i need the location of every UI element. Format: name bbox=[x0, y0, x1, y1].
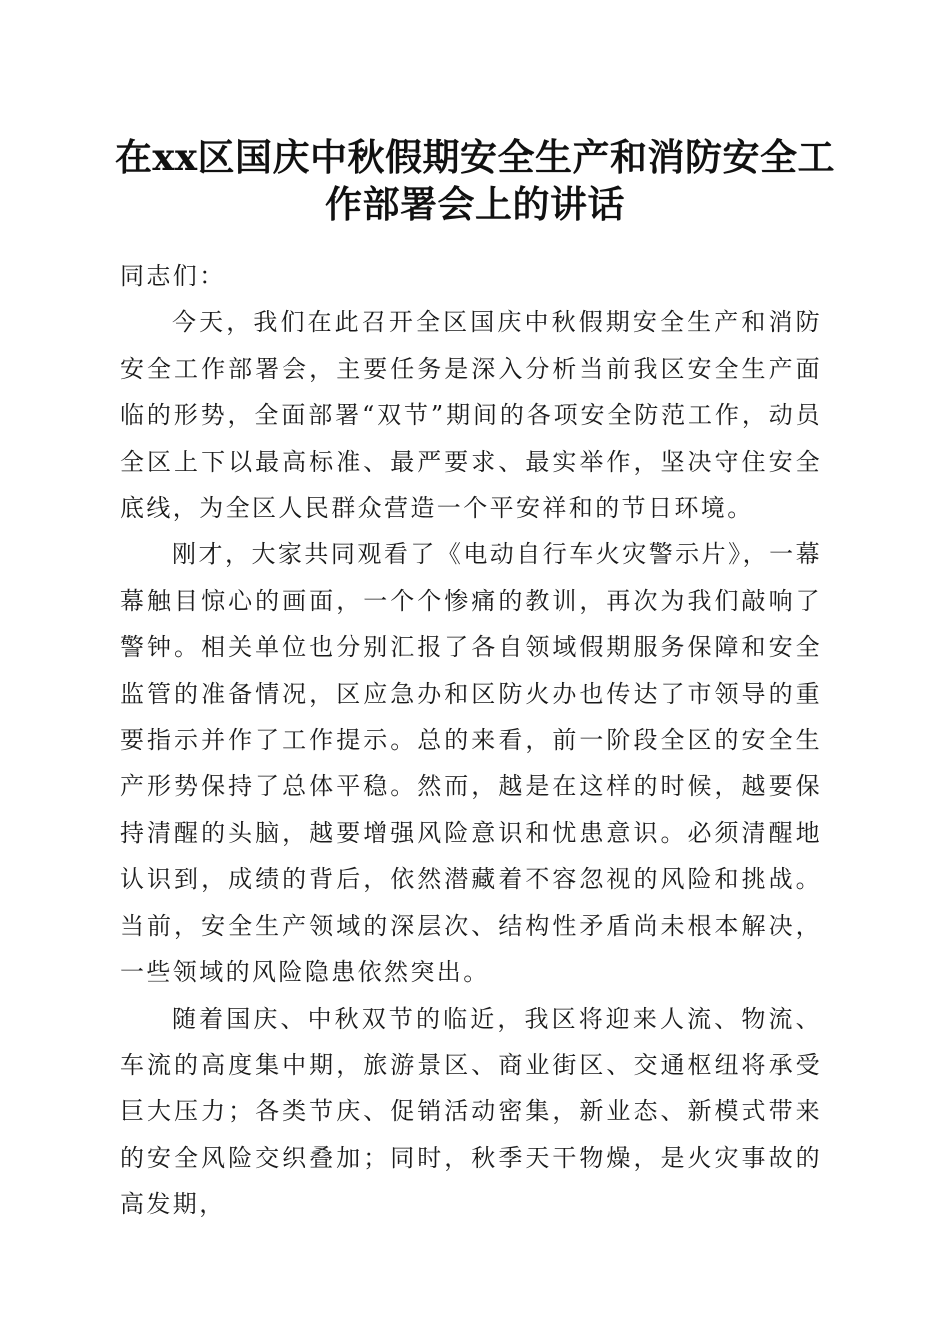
salutation: 同志们： bbox=[120, 262, 226, 290]
paragraph-3: 随着国庆、中秋双节的临近，我区将迎来人流、物流、车流的高度集中期，旅游景区、商业街区、交通枢纽将承受巨大压力；各类节庆、促销活动密集，新业态、新模式带来的安全风险交织叠加；同时，秋季天干物燥，是火灾事故的高发期， bbox=[120, 1004, 822, 1219]
document-body bbox=[120, 253, 822, 1228]
title-line-2: 作部署会上的讲话 bbox=[325, 182, 625, 226]
document-title bbox=[100, 134, 850, 228]
paragraph-1: 今天，我们在此召开全区国庆中秋假期安全生产和消防安全工作部署会，主要任务是深入分析当前我区安全生产面临的形势，全面部署“双节”期间的各项安全防范工作，动员全区上下以最高标准、最严要求、最实举作，坚决守住安全底线，为全区人民群众营造一个平安祥和的节日环境。 bbox=[120, 308, 822, 523]
title-line-1: 在xx区国庆中秋假期安全生产和消防安全工 bbox=[114, 135, 836, 179]
paragraph-2: 刚才，大家共同观看了《电动自行车火灾警示片》，一幕幕触目惊心的画面，一个个惨痛的教训，再次为我们敲响了警钟。相关单位也分别汇报了各自领域假期服务保障和安全监管的准备情况，区应急办和区防火办也传达了市领导的重要指示并作了工作提示。总的来看，前一阶段全区的安全生产形势保持了总体平稳。然而，越是在这样的时候，越要保持清醒的头脑，越要增强风险意识和忧患意识。必须清醒地认识到，成绩的背后，依然潜藏着不容忽视的风险和挑战。当前，安全生产领域的深层次、结构性矛盾尚未根本解决，一些领域的风险隐患依然突出。 bbox=[120, 540, 822, 987]
